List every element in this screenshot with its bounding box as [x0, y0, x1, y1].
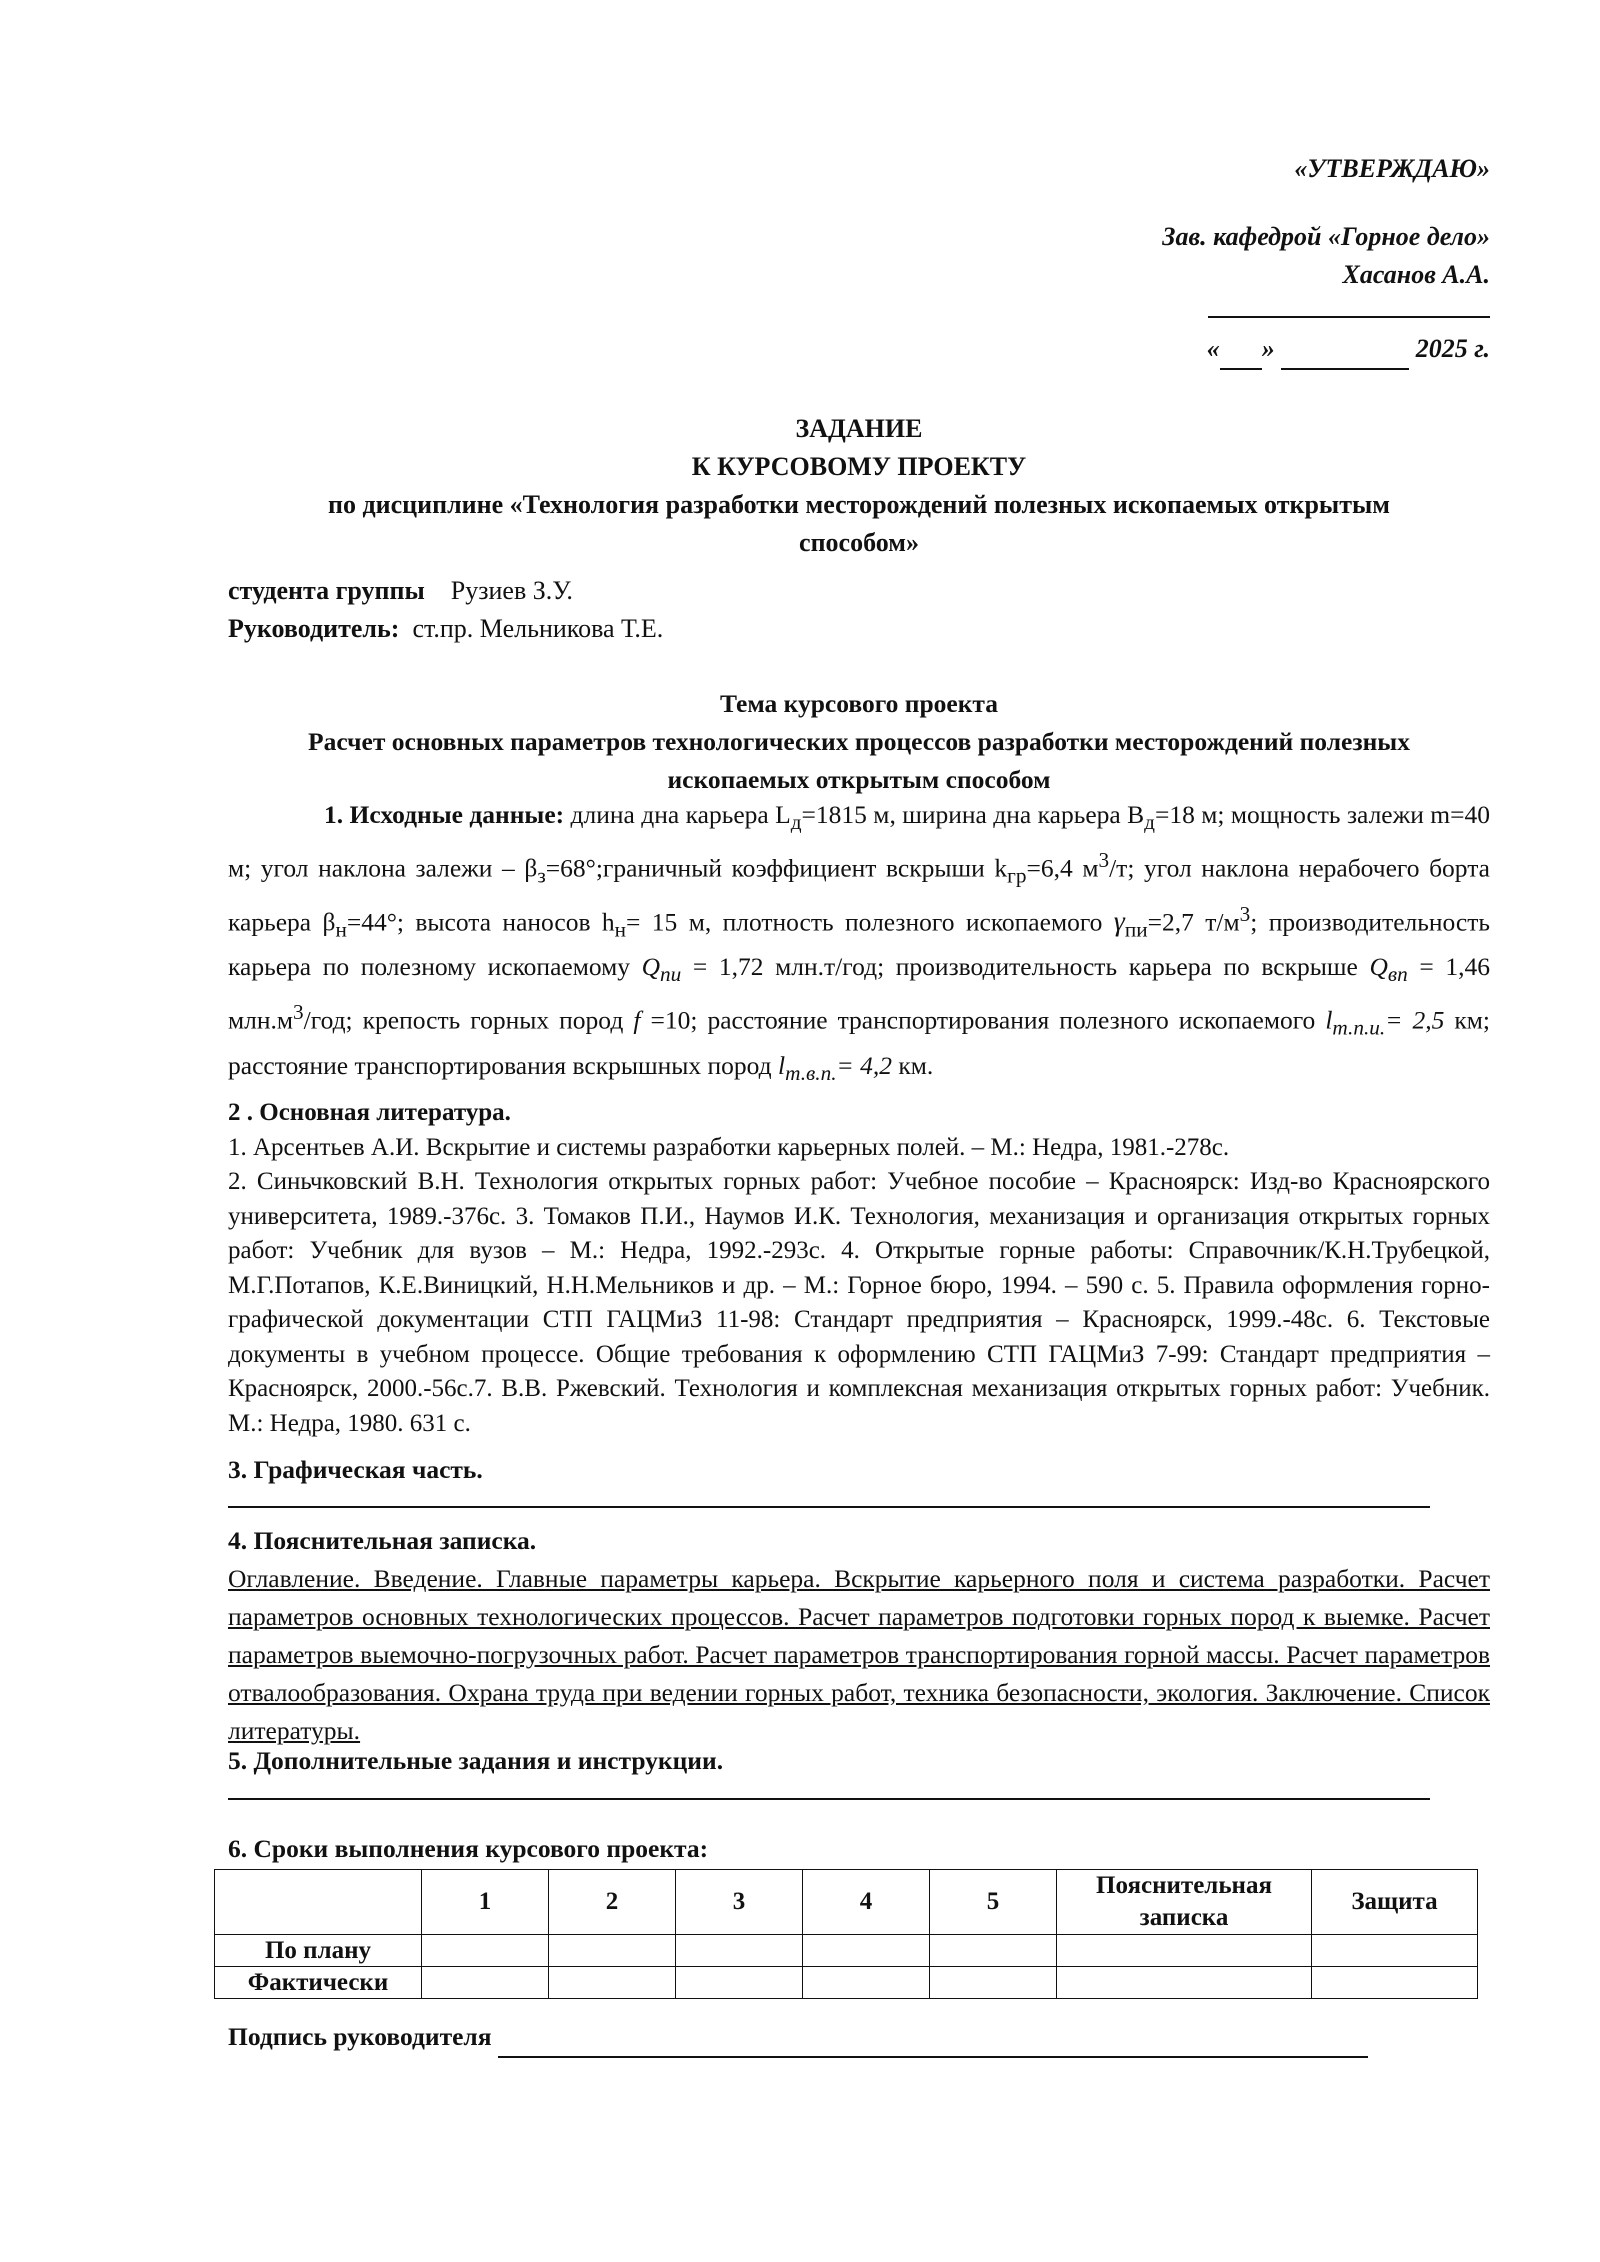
table-cell[interactable]: [1057, 1967, 1312, 1999]
row-label: Фактически: [215, 1967, 422, 1999]
l-value: = 2,5: [1385, 1005, 1445, 1035]
text-fragment: длина дна карьера L: [564, 800, 791, 829]
subscript: н: [335, 917, 347, 942]
table-row: [215, 1967, 1478, 1999]
topic-line-1: Расчет основных параметров технологических процессов разработки месторождений полезных: [308, 727, 1410, 756]
literature-rest: 2. Синьчковский В.Н. Технология открытых горных работ: Учебное пособие – Красноярск: Изд-во Красноярского университета, 1989.-376с. 3. Томаков П.И., Наумов И.К. Технология, механизация и организация открытых горных работ: Учебник для вузов – М.: Недра, 1992.-293с. 4. Открытые горные работы: Справочник/К.Н.Трубецкой, М.Г.Потапов, К.Е.Виницкий, Н.Н.Мельников и др. – М.: Горное бюро, 1994. – 590 с. 5. Правила оформления горно-графической документации СТП ГАЦМиЗ 11-98: Стандарт предприятия – Красноярск, 1999.-48с. 6. Текстовые документы в учебном процессе. Общие требования к оформлению СТП ГАЦМиЗ 7-99: Стандарт предприятия – Красноярск, 2000.-56с.7. В.В. Ржевский. Технология и комплексная механизация открытых горных работ: Учебник. М.: Недра, 1980. 631 с.: [228, 1168, 1490, 1437]
topic-heading: Тема курсового проекта: [719, 689, 998, 718]
table-cell[interactable]: [930, 1935, 1057, 1967]
table-cell[interactable]: [549, 1935, 676, 1967]
table-cell[interactable]: [422, 1935, 549, 1967]
topic-block: [228, 685, 1490, 799]
student-label: студента группы: [228, 576, 425, 605]
title-block: [228, 410, 1490, 562]
table-cell[interactable]: [803, 1935, 930, 1967]
title-line-1: ЗАДАНИЕ: [795, 414, 923, 443]
text-fragment: =6,4 м: [1026, 853, 1099, 883]
text-fragment: ; производительность карьера по полезному ископаемому: [228, 907, 1491, 982]
table-cell[interactable]: [1057, 1935, 1312, 1967]
table-corner-cell: [215, 1870, 422, 1935]
table-cell[interactable]: [803, 1967, 930, 1999]
l-symbol: l: [778, 1050, 786, 1080]
text-fragment: /т; угол наклона нерабочего борта карьера β: [228, 853, 1490, 937]
table-cell[interactable]: [676, 1935, 803, 1967]
title-line-3: по дисциплине «Технология разработки месторождений полезных ископаемых открытым: [327, 490, 1390, 519]
text-fragment: /год; крепость горных пород: [303, 1005, 634, 1035]
initial-data-heading: 1. Исходные данные:: [324, 800, 565, 829]
gamma-symbol: γ: [1113, 906, 1125, 938]
supervisor-label: Руководитель:: [228, 614, 400, 643]
table-cell[interactable]: [676, 1967, 803, 1999]
graphic-blank-line: [228, 1488, 1430, 1508]
approval-block: [788, 150, 1490, 370]
table-header-cell: 5: [930, 1870, 1057, 1935]
student-value: Рузиев З.У.: [450, 576, 573, 605]
date-open-quote: «: [1206, 334, 1220, 363]
text-fragment: км.: [892, 1050, 934, 1080]
text-fragment: =44°; высота наносов h: [346, 907, 615, 937]
literature-heading: 2 . Основная литература.: [228, 1099, 511, 1126]
subscript: д: [1144, 810, 1155, 835]
explanatory-heading: 4. Пояснительная записка.: [228, 1526, 537, 1555]
topic-line-2: ископаемых открытым способом: [667, 765, 1051, 794]
table-header-cell: 3: [676, 1870, 803, 1935]
explanatory-section: [228, 1522, 1490, 1750]
text-fragment: = 1,72 млн.т/год; производительность карьера по вскрыше: [681, 952, 1370, 982]
initial-data-paragraph: [228, 796, 1490, 1092]
approval-date: [788, 330, 1490, 370]
text-fragment: = 15 м, плотность полезного ископаемого: [626, 907, 1114, 937]
text-fragment: = 1,46 млн.м: [228, 952, 1490, 1035]
title-line-4: способом»: [799, 528, 919, 557]
l-value: = 4,2: [836, 1050, 892, 1080]
subscript: пи: [1124, 917, 1148, 942]
subscript: т.п.и.: [1332, 1015, 1386, 1040]
table-header-cell: 2: [549, 1870, 676, 1935]
supervisor-value: ст.пр. Мельникова Т.Е.: [412, 614, 664, 643]
title-line-2: К КУРСОВОМУ ПРОЕКТУ: [691, 452, 1027, 481]
table-header-cell: Защита: [1312, 1870, 1478, 1935]
additional-blank-line: [228, 1780, 1430, 1800]
subscript: вп: [1387, 962, 1408, 987]
literature-section: [228, 1095, 1490, 1441]
text-fragment: =18 м; мощность залежи m=40 м; угол наклона залежи – β: [228, 800, 1491, 883]
schedule-heading: 6. Сроки выполнения курсового проекта:: [228, 1834, 709, 1863]
supervisor-row: [228, 610, 663, 648]
table-header-cell: 1: [422, 1870, 549, 1935]
table-header-cell: Пояснительная записка: [1057, 1870, 1312, 1935]
subscript: т.в.п.: [785, 1061, 837, 1086]
table-cell[interactable]: [422, 1967, 549, 1999]
signature-label: Подпись руководителя: [228, 2022, 492, 2051]
text-fragment: км; расстояние транспортирования вскрышных пород: [228, 1005, 1490, 1080]
signature-line[interactable]: [498, 2018, 1368, 2058]
approval-position: Зав. кафедрой «Горное дело»: [1162, 222, 1490, 251]
approval-name: Хасанов А.А.: [1342, 260, 1490, 289]
superscript: 3: [1239, 901, 1251, 926]
explanatory-text: Оглавление. Введение. Главные параметры карьера. Вскрытие карьерного поля и система разработки. Расчет параметров основных технологических процессов. Расчет параметров подготовки горных пород к выемке. Расчет параметров выемочно-погрузочных работ. Расчет параметров транспортирования горной массы. Расчет параметров отвалообразования. Охрана труда при ведении горных работ, техника безопасности, экология. Заключение. Список литературы.: [228, 1564, 1490, 1745]
approval-heading: «УТВЕРЖДАЮ»: [1294, 154, 1490, 183]
literature-item-1: 1. Арсентьев А.И. Вскрытие и системы разработки карьерных полей. – М.: Недра, 1981.-278с.: [228, 1134, 1230, 1161]
f-symbol: f: [633, 1005, 641, 1035]
subscript: гр: [1007, 863, 1027, 888]
table-cell[interactable]: [1312, 1935, 1478, 1967]
additional-heading: 5. Дополнительные задания и инструкции.: [228, 1746, 724, 1775]
text-fragment: =68°;граничный коэффициент вскрыши k: [545, 853, 1008, 883]
signature-row: [228, 2018, 1490, 2058]
table-cell[interactable]: [930, 1967, 1057, 1999]
table-header-cell: 4: [803, 1870, 930, 1935]
subscript: з: [537, 863, 546, 888]
text-fragment: =1815 м, ширина дна карьера B: [801, 800, 1145, 829]
row-label: По плану: [215, 1935, 422, 1967]
text-fragment: =10; расстояние транспортирования полезного ископаемого: [640, 1005, 1326, 1035]
approval-signature-line: [1208, 294, 1490, 318]
q-symbol: Q: [1369, 952, 1388, 982]
subscript: пи: [660, 962, 682, 987]
schedule-table: [214, 1869, 1478, 1999]
student-row: [228, 572, 573, 610]
table-header-row: [215, 1870, 1478, 1935]
date-month-blank: [1281, 330, 1409, 370]
q-symbol: Q: [641, 952, 661, 982]
date-day-blank: [1220, 330, 1262, 370]
table-cell[interactable]: [1312, 1967, 1478, 1999]
graphic-heading: 3. Графическая часть.: [228, 1455, 483, 1484]
text-fragment: =2,7 т/м: [1147, 907, 1240, 937]
l-symbol: l: [1325, 1005, 1333, 1035]
table-cell[interactable]: [549, 1967, 676, 1999]
subscript: н: [614, 917, 627, 942]
superscript: 3: [293, 1000, 304, 1025]
graphic-section: [228, 1452, 1490, 1508]
subscript: д: [790, 810, 802, 835]
date-close-quote: »: [1261, 334, 1275, 363]
superscript: 3: [1098, 848, 1110, 873]
additional-section: [228, 1742, 1490, 1800]
date-year: 2025 г.: [1415, 334, 1490, 363]
table-row: [215, 1935, 1478, 1967]
